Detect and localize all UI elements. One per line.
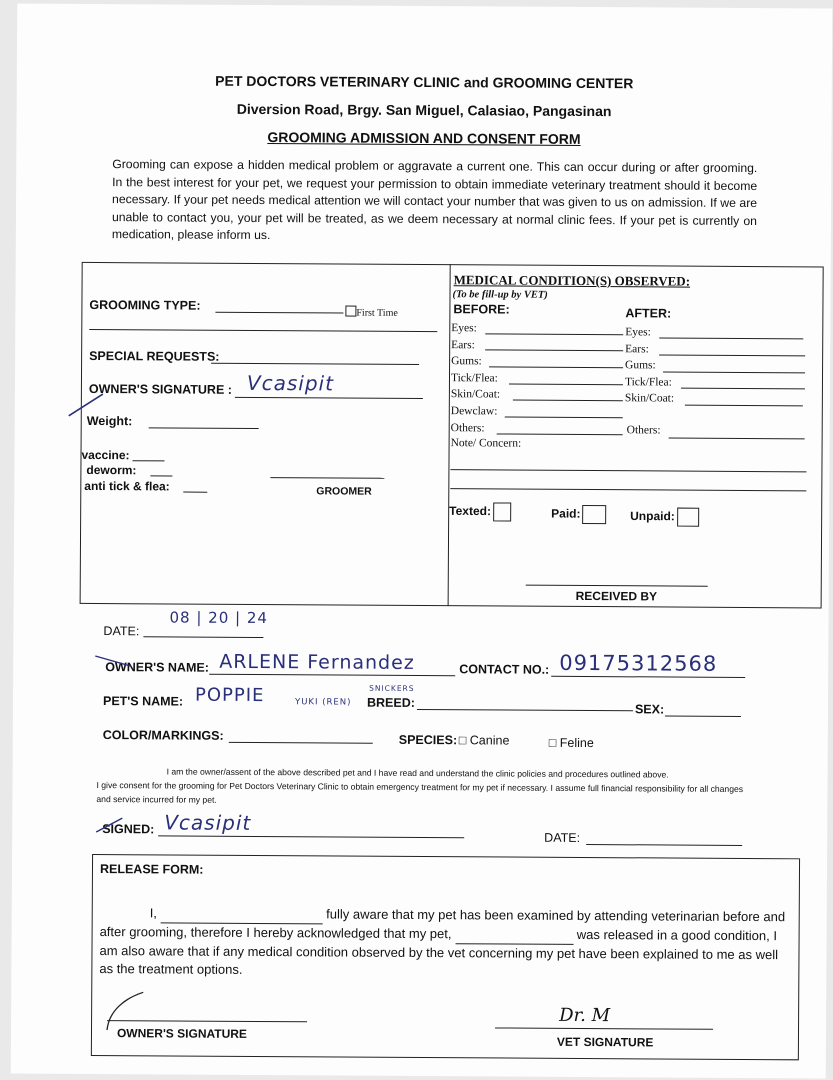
release-owner-name-field[interactable]: [161, 904, 323, 924]
breed-line[interactable]: [417, 709, 633, 711]
before-list: [451, 320, 632, 437]
contact-label: CONTACT NO.:: [459, 662, 550, 677]
texted-label: Texted:: [449, 503, 492, 519]
after-others-label: Others:: [626, 424, 661, 437]
after-label: AFTER:: [625, 306, 672, 321]
date-label: DATE:: [103, 624, 140, 639]
sex-line[interactable]: [665, 715, 741, 716]
owners-name-line[interactable]: [209, 674, 455, 677]
color-label: COLOR/MARKINGS:: [102, 728, 224, 743]
owners-name-label: OWNER'S NAME:: [105, 660, 209, 675]
medical-subtitle: (To be fill-up by VET): [452, 289, 548, 301]
feline-checkbox[interactable]: □ Feline: [548, 735, 594, 751]
date-line[interactable]: [143, 636, 263, 638]
pets-name-value: POPPIE: [194, 684, 265, 707]
sex-label: SEX:: [634, 702, 665, 717]
consent-line-1: I am the owner/assent of the above described pet and I have read and understand the clinic policies and procedures outlined above.: [166, 766, 669, 780]
groomer-label: GROOMER: [316, 485, 372, 498]
vaccine-label: vaccine:: [81, 447, 130, 463]
note-label: Note/ Concern:: [450, 437, 522, 450]
release-title: RELEASE FORM:: [99, 862, 204, 877]
after-item: Skin/Coat:: [624, 392, 675, 405]
pets-name-label: PET'S NAME:: [102, 694, 184, 709]
received-by-label: RECEIVED BY: [575, 588, 658, 604]
deworm-field[interactable]: [150, 475, 172, 476]
signed-label: SIGNED:: [102, 822, 155, 837]
before-item: Eyes:: [451, 322, 477, 335]
after-item: Ears:: [625, 342, 649, 355]
check-mark-icon: [93, 652, 133, 668]
unpaid-label: Unpaid:: [630, 508, 675, 524]
signed-line[interactable]: [158, 835, 464, 838]
breed-label: BREED:: [366, 695, 415, 710]
antitick-label: anti tick & flea:: [84, 478, 170, 494]
after-item: Gums:: [625, 359, 656, 372]
species-label: SPECIES:: [398, 732, 458, 748]
first-time-checkbox[interactable]: [345, 303, 398, 321]
vet-signature-label: VET SIGNATURE: [556, 1034, 654, 1050]
release-text-2: was released in a good condition, I am also aware that if any medical condition observed by the vet concerning my pet have been explained to me as well as the treatment options.: [99, 926, 779, 977]
before-item: Ears:: [451, 338, 475, 351]
before-item: Dewclaw:: [450, 405, 498, 418]
signed-value: Vcasipit: [164, 810, 252, 835]
release-pet-name-field[interactable]: [455, 925, 573, 945]
contact-line[interactable]: [551, 676, 745, 678]
consent-text: [96, 764, 756, 810]
intro-paragraph: Grooming can expose a hidden medical problem or aggravate a current one. This can occur during or after grooming. In the best interest for your pet, we request your permission to obtain immediate veterinary treatment should it become necessary. If your pet needs medical attention we will contact your number that was given to us on admission. If we are unable to contact you, your pet will be treated, as we deem necessary at normal clinic fees. If your pet is currently on medication, please inform us.: [111, 157, 758, 243]
release-text-1: fully aware that my pet has been examined by attending veterinarian before and after grooming, therefore I hereby acknowledged that my pet,: [99, 906, 786, 942]
vet-signature-value: Dr. M: [559, 1004, 611, 1027]
antitick-field[interactable]: [183, 492, 207, 493]
canine-checkbox[interactable]: □ Canine: [458, 733, 510, 748]
vaccine-field[interactable]: [132, 460, 164, 461]
date-value: 08 | 20 | 24: [169, 608, 269, 628]
pets-name-extra: YUKI (REN): [294, 697, 352, 708]
after-item: Tick/Flea:: [624, 376, 672, 389]
before-item: Skin/Coat:: [450, 388, 501, 401]
grooming-type-label: GROOMING TYPE:: [89, 297, 201, 313]
texted-checkbox[interactable]: [449, 502, 511, 521]
before-item: Tick/Flea:: [450, 371, 498, 385]
before-item: Others:: [450, 421, 485, 434]
paid-label: Paid:: [551, 506, 581, 521]
consent-date-label: DATE:: [544, 830, 581, 845]
before-label: BEFORE:: [453, 302, 510, 317]
medical-title: MEDICAL CONDITION(S) OBSERVED:: [453, 272, 691, 289]
deworm-label: deworm:: [86, 462, 137, 478]
clinic-address: Diversion Road, Brgy. San Miguel, Calasiao, Pangasinan: [236, 100, 612, 120]
weight-label: Weight:: [86, 413, 133, 429]
special-requests-label: SPECIAL REQUESTS:: [89, 348, 220, 364]
form-title: GROOMING ADMISSION AND CONSENT FORM: [267, 129, 581, 147]
owners-signature-value: Vcasipit: [246, 370, 335, 396]
paid-checkbox[interactable]: [551, 505, 606, 524]
clinic-name: PET DOCTORS VETERINARY CLINIC and GROOMING CENTER: [215, 72, 634, 92]
owners-name-value: ARLENE Fernandez: [219, 650, 415, 674]
before-item: Gums:: [451, 355, 482, 368]
release-owner-signature-label: OWNER'S SIGNATURE: [116, 1026, 247, 1041]
unpaid-checkbox[interactable]: [630, 507, 699, 526]
release-i: I,: [149, 905, 158, 921]
release-paragraph: [99, 904, 789, 982]
consent-line-2: I give consent for the grooming for Pet Doctors Veterinary Clinic to obtain emergency treatment for my pet if necessary. I assume full financial responsibility for all changes and service incurred for my pet.: [96, 780, 744, 805]
form-page: [11, 4, 833, 1079]
first-time-label: First Time: [356, 307, 398, 319]
check-mark-icon: [94, 816, 124, 834]
breed-note: SNICKERS: [369, 683, 415, 693]
color-line[interactable]: [229, 742, 373, 744]
after-item: Eyes:: [625, 326, 651, 339]
consent-date-line[interactable]: [586, 844, 742, 846]
contact-value: 09175312568: [559, 650, 718, 676]
owners-signature-label: OWNER'S SIGNATURE :: [88, 381, 232, 397]
